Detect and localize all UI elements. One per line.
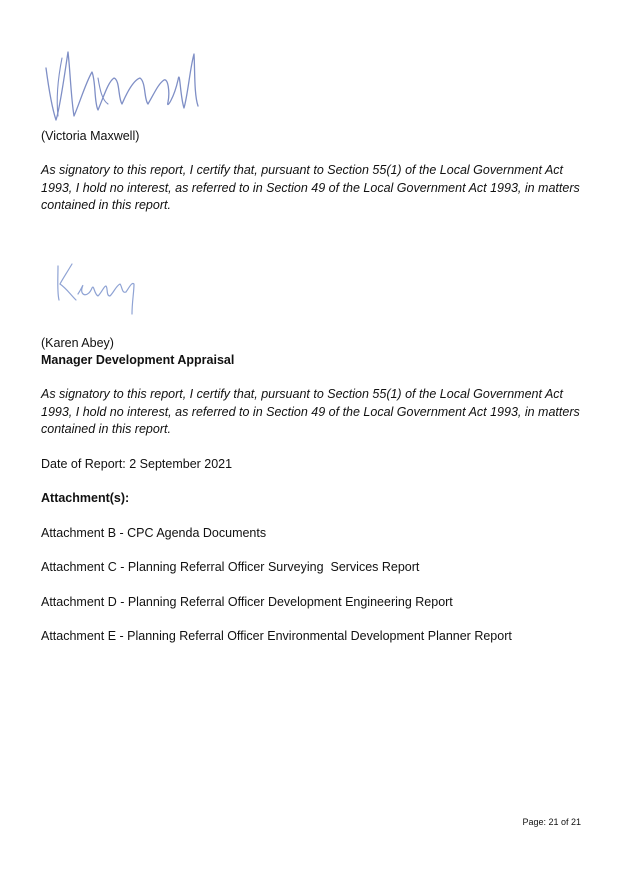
attachment-item: Attachment B - CPC Agenda Documents (41, 526, 267, 540)
signature-victoria-maxwell (38, 38, 208, 130)
certification-statement-1: As signatory to this report, I certify that, pursuant to Section 55(1) of the Local Government Act 1993, I hold no interest, as referred to in Section 49 of the Local Government Act 1993, in matters contained in this report. (41, 163, 580, 212)
attachments-heading: Attachment(s): (41, 491, 130, 505)
signatory-name-1: (Victoria Maxwell) (41, 129, 140, 143)
signature-karen-abey (52, 258, 142, 318)
signatory-title-2: Manager Development Appraisal (41, 353, 235, 367)
report-date: Date of Report: 2 September 2021 (41, 457, 233, 471)
page-number: Page: 21 of 21 (522, 817, 581, 827)
signatory-name-2: (Karen Abey) (41, 336, 114, 350)
certification-statement-2: As signatory to this report, I certify that, pursuant to Section 55(1) of the Local Government Act 1993, I hold no interest, as referred to in Section 49 of the Local Government Act 1993, in matters contained in this report. (41, 387, 580, 436)
attachment-item: Attachment E - Planning Referral Officer Environmental Development Planner Report (41, 629, 512, 643)
attachment-item: Attachment D - Planning Referral Officer Development Engineering Report (41, 595, 453, 609)
attachment-item: Attachment C - Planning Referral Officer Surveying Services Report (41, 560, 420, 574)
